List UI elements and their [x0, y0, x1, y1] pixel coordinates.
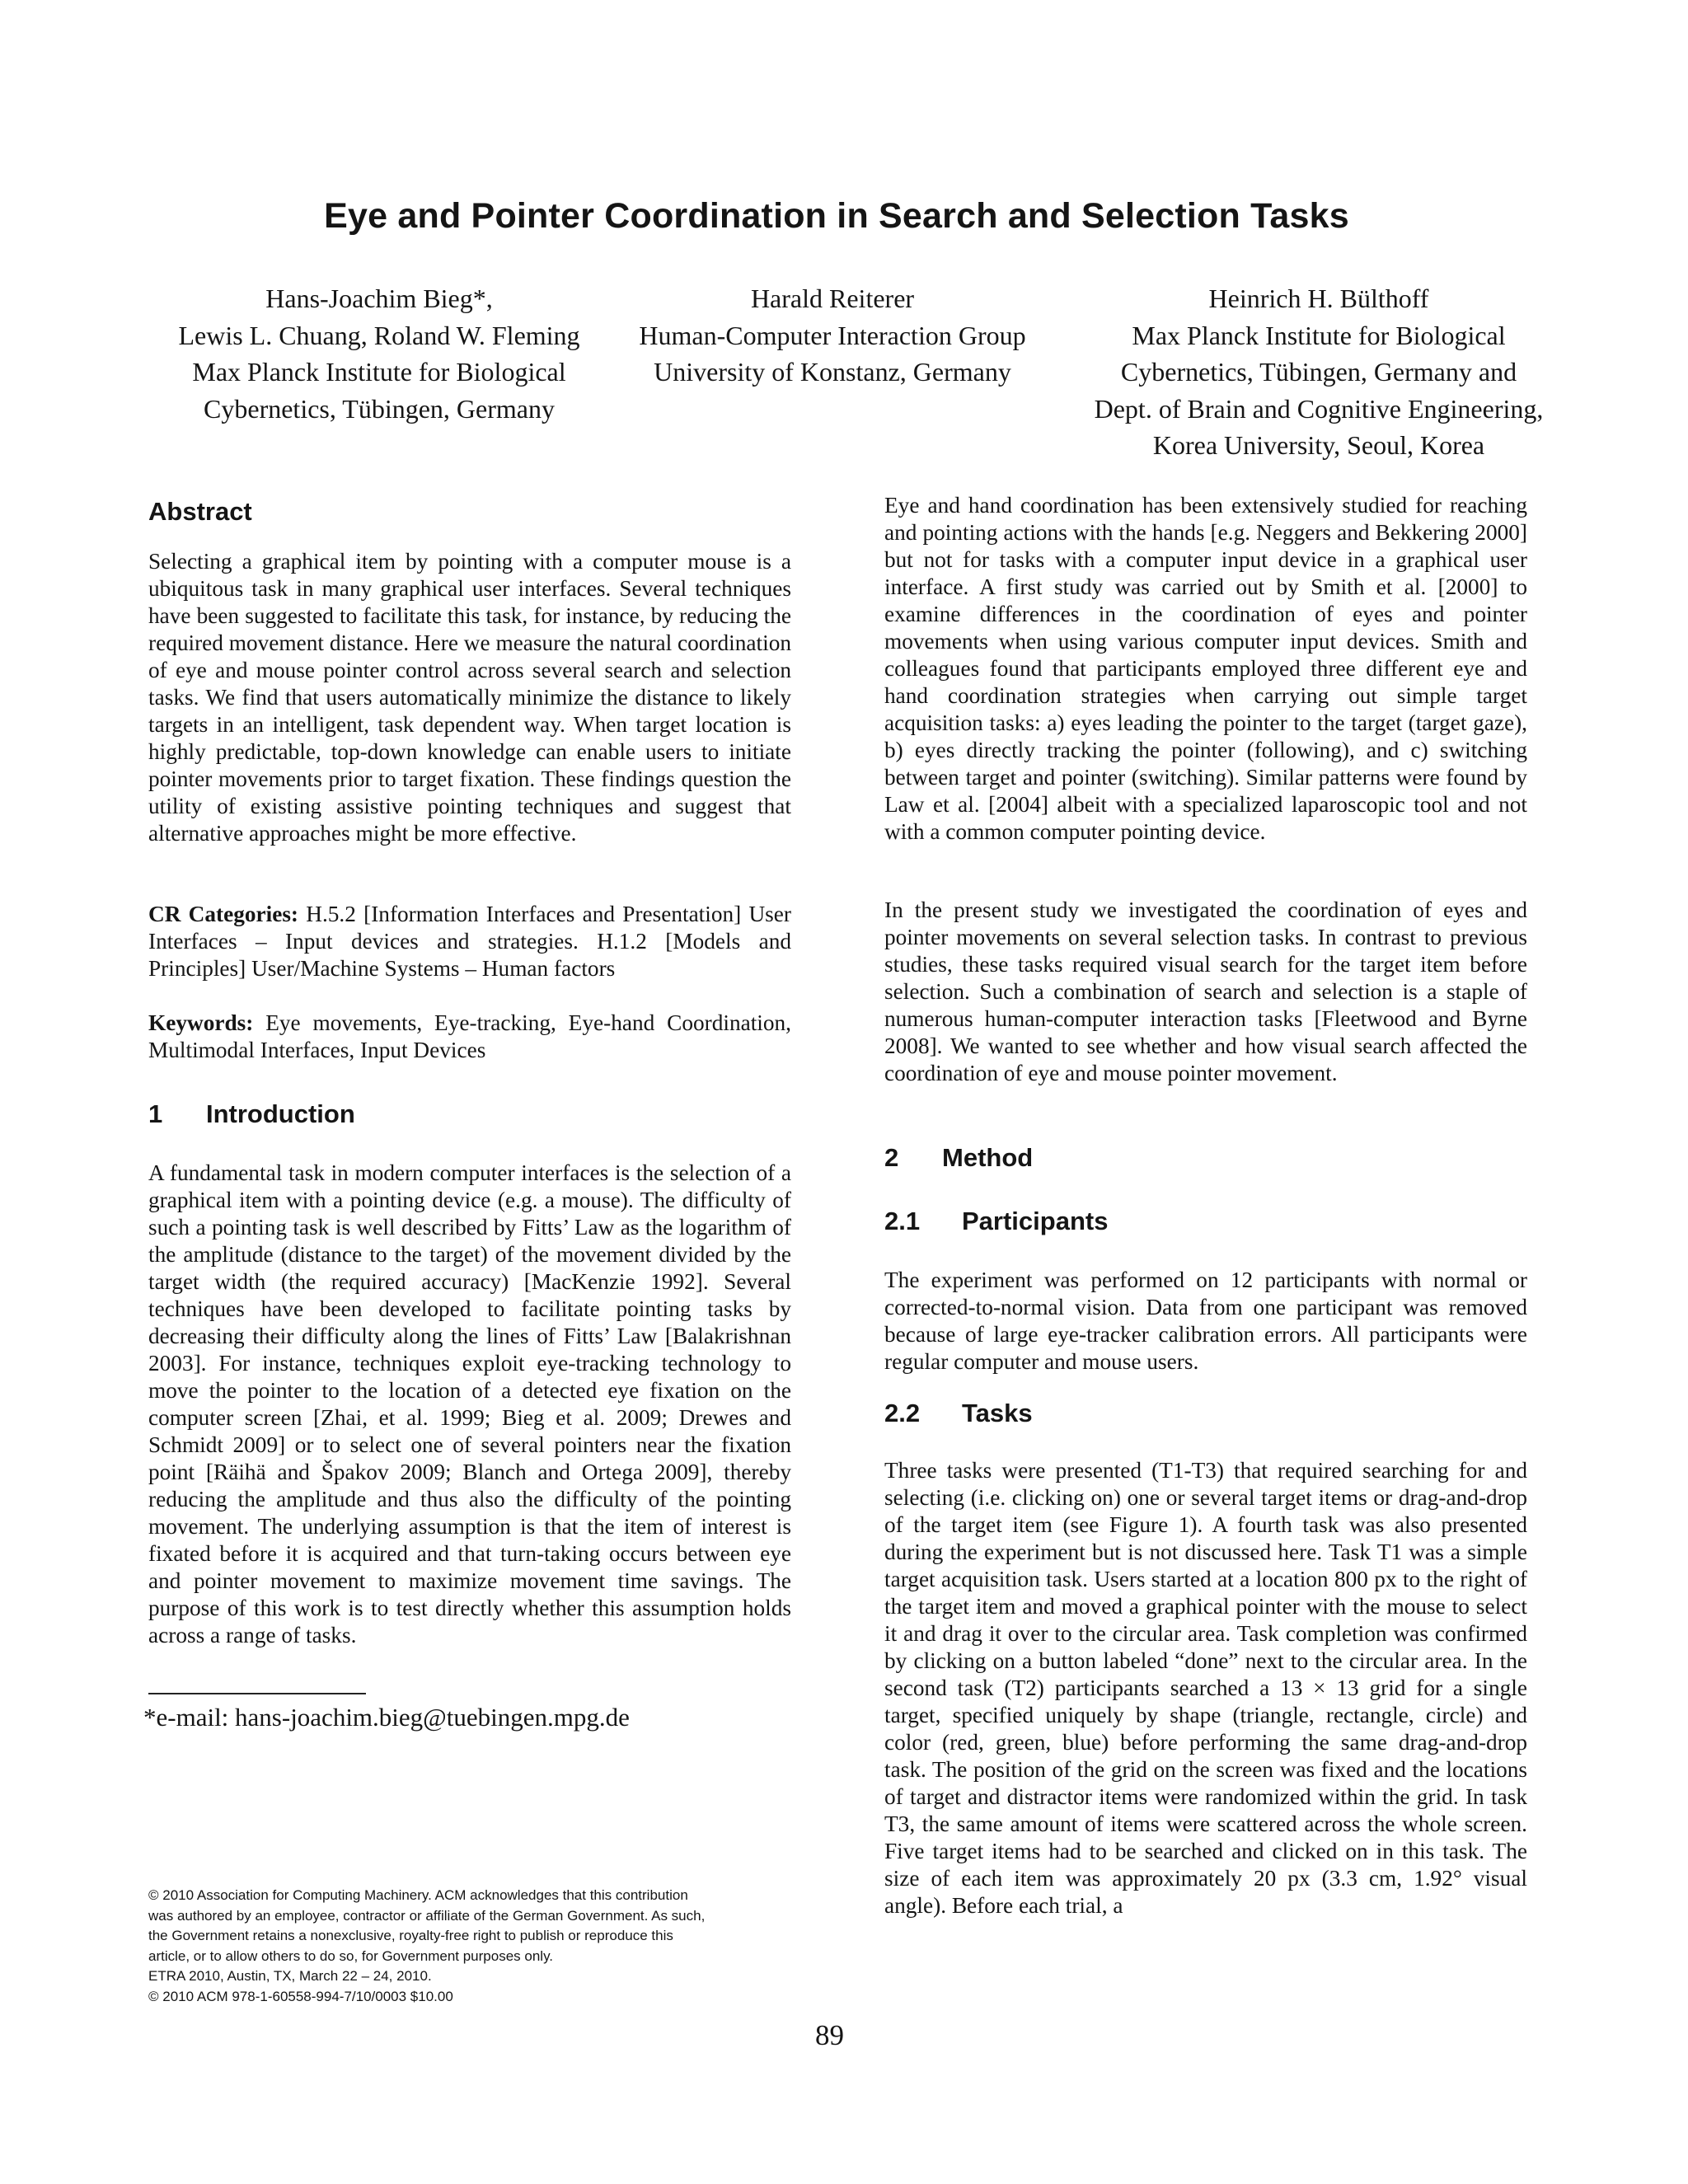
author-1-line: Hans-Joachim Bieg*, [265, 284, 493, 313]
copyright-line: ETRA 2010, Austin, TX, March 22 – 24, 2010. [148, 1968, 432, 1984]
cr-categories-text: H.5.2 [Information Interfaces and Presentation] User Interfaces – Input devices and strategies. H.1.2 [Models and Principles] User/Machine Systems – Human factors [148, 902, 791, 981]
section-title: Participants [962, 1207, 1109, 1235]
copyright-line: © 2010 ACM 978-1-60558-994-7/10/0003 $10.00 [148, 1988, 453, 2004]
copyright-line: the Government retains a nonexclusive, royalty-free right to publish or reproduce this [148, 1928, 673, 1943]
abstract-body [148, 548, 791, 847]
footnote-email: *e-mail: hans-joachim.bieg@tuebingen.mpg.de [143, 1703, 630, 1732]
author-3-line: Max Planck Institute for Biological [1132, 320, 1506, 350]
section-heading-participants [884, 1207, 1108, 1236]
intro-paragraph-2: Eye and hand coordination has been extensively studied for reaching and pointing actions with the hands [e.g. Neggers and Bekkering 2000] but not for tasks with a computer input device in a graphical user interface. A first study was carried out by Smith et al. [2000] to examine differences in the coordination of eyes and pointer movements when using various computer input devices. Smith and colleagues found that participants employed three different eye and hand coordination strategies when carrying out simple target acquisition tasks: a) eyes leading the pointer to the target (target gaze), b) eyes directly tracking the pointer (following), and c) switching between target and pointer (switching). Similar patterns were found by Law et al. [2004] albeit with a specialized laparoscopic tool and not with a common computer pointing device. [884, 493, 1527, 844]
participants-text: The experiment was performed on 12 participants with normal or corrected-to-normal vision. Data from one participant was removed because of large eye-tracker calibration errors. All participants were regular computer and mouse users. [884, 1268, 1527, 1374]
author-block-1 [124, 280, 635, 427]
abstract-heading: Abstract [148, 497, 252, 526]
author-2-line: Human-Computer Interaction Group [639, 320, 1026, 350]
section-heading-method [884, 1143, 1033, 1173]
keywords-text: Eye movements, Eye-tracking, Eye-hand Coordination, Multimodal Interfaces, Input Devices [148, 1010, 791, 1062]
copyright-line: © 2010 Association for Computing Machinery. ACM acknowledges that this contribution [148, 1887, 688, 1903]
author-3-line: Cybernetics, Tübingen, Germany and [1120, 357, 1517, 387]
intro-continued-2 [884, 897, 1527, 1087]
section-number: 2.2 [884, 1399, 921, 1427]
section-title: Introduction [206, 1099, 355, 1128]
copyright-line: article, or to allow others to do so, for Government purposes only. [148, 1947, 554, 1964]
intro-paragraph-1: A fundamental task in modern computer interfaces is the selection of a graphical item with a pointing device (e.g. a mouse). The difficulty of such a pointing task is well described by Fitts’ Law as the logarithm of the amplitude (distance to the target) of the movement divided by the target width (the required accuracy) [MacKenzie 1992]. Several techniques have been developed to facilitate pointing tasks by decreasing their difficulty along the lines of Fitts’ Law [Balakrishnan 2003]. For instance, techniques exploit eye-tracking technology to move the pointer to the location of a detected eye fixation on the computer screen [Zhai, et al. 1999; Bieg et al. 2009; Drewes and Schmidt 2009] or to select one of several pointers near the fixation point [Räihä and Špakov 2009; Blanch and Ortega 2009], thereby reducing the amplitude and thus also the difficulty of the pointing movement. The underlying assumption is that the item of interest is fixated before it is acquired and that turn-taking occurs between eye and pointer movement to maximize movement time savings. The purpose of this work is to test directly whether this assumption holds across a range of tasks. [148, 1160, 791, 1647]
tasks-text: Three tasks were presented (T1-T3) that required searching for and selecting (i.e. clicking on) one or several target items or drag-and-drop of the target item (see Figure 1). A fourth task was also presented during the experiment but is not discussed here. Task T1 was a simple target acquisition task. Users started at a location 800 px to the right of the target item and moved a graphical pointer with the mouse to select it and drag it over to the circular area. Task completion was confirmed by clicking on a button labeled “done” next to the circular area. In the second task (T2) participants searched a 13 × 13 grid for a single target, specified uniquely by shape (triangle, rectangle, circle) and color (red, green, blue) before performing the same drag-and-drop task. The position of the grid on the screen was fixed and the locations of target and distractor items were randomized within the grid. In task T3, the same amount of items were scattered across the whole screen. Five target items had to be searched and clicked on in this task. The size of each item was approximately 20 px (3.3 cm, 1.92° visual angle). Before each trial, a [884, 1458, 1527, 1918]
author-block-2 [610, 280, 1055, 391]
intro-paragraph-3: In the present study we investigated the coordination of eyes and pointer movements on several selection tasks. In contrast to previous studies, these tasks required visual search for the target item before selection. Such a combination of search and selection is a staple of numerous human-computer interaction tasks [Fleetwood and Byrne 2008]. We wanted to see whether and how visual search affected the coordination of eye and mouse pointer movement. [884, 898, 1527, 1085]
introduction-body [148, 1160, 791, 1649]
section-number: 1 [148, 1099, 163, 1128]
tasks-body [884, 1457, 1527, 1919]
author-2-line: University of Konstanz, Germany [654, 357, 1011, 387]
author-2-line: Harald Reiterer [750, 284, 915, 313]
copyright-line: was authored by an employee, contractor or affiliate of the German Government. As such, [148, 1907, 706, 1924]
author-block-3 [1063, 280, 1574, 464]
section-number: 2 [884, 1143, 899, 1172]
author-1-line: Lewis L. Chuang, Roland W. Fleming [178, 320, 580, 350]
section-number: 2.1 [884, 1207, 921, 1235]
author-3-line: Korea University, Seoul, Korea [1152, 430, 1485, 460]
cr-categories [148, 901, 791, 982]
section-title: Tasks [962, 1399, 1033, 1427]
copyright-notice [148, 1886, 808, 2007]
section-heading-introduction [148, 1099, 355, 1129]
participants-body [884, 1267, 1527, 1376]
intro-continued [884, 492, 1527, 846]
author-3-line: Heinrich H. Bülthoff [1208, 284, 1429, 313]
author-1-line: Max Planck Institute for Biological [192, 357, 566, 387]
paper-title: Eye and Pointer Coordination in Search and Selection Tasks [324, 196, 1349, 236]
keywords [148, 1010, 791, 1064]
abstract-text: Selecting a graphical item by pointing with a computer mouse is a ubiquitous task in many graphical user interfaces. Several techniques have been suggested to facilitate this task, for instance, by reducing the required movement distance. Here we measure the natural coordination of eye and mouse pointer control across several search and selection tasks. We find that users automatically minimize the distance to likely targets in an intelligent, task dependent way. When target location is highly predictable, top-down knowledge can enable users to initiate pointer movements prior to target fixation. These findings question the utility of existing assistive pointing techniques and suggest that alternative approaches might be more effective. [148, 549, 791, 846]
page-number: 89 [815, 2019, 844, 2051]
footnote-rule [148, 1693, 366, 1694]
section-heading-tasks [884, 1399, 1033, 1428]
section-title: Method [942, 1143, 1034, 1172]
cr-categories-label: CR Categories: [148, 902, 299, 926]
author-1-line: Cybernetics, Tübingen, Germany [204, 393, 555, 424]
keywords-label: Keywords: [148, 1010, 254, 1035]
author-3-line: Dept. of Brain and Cognitive Engineering, [1094, 393, 1544, 424]
